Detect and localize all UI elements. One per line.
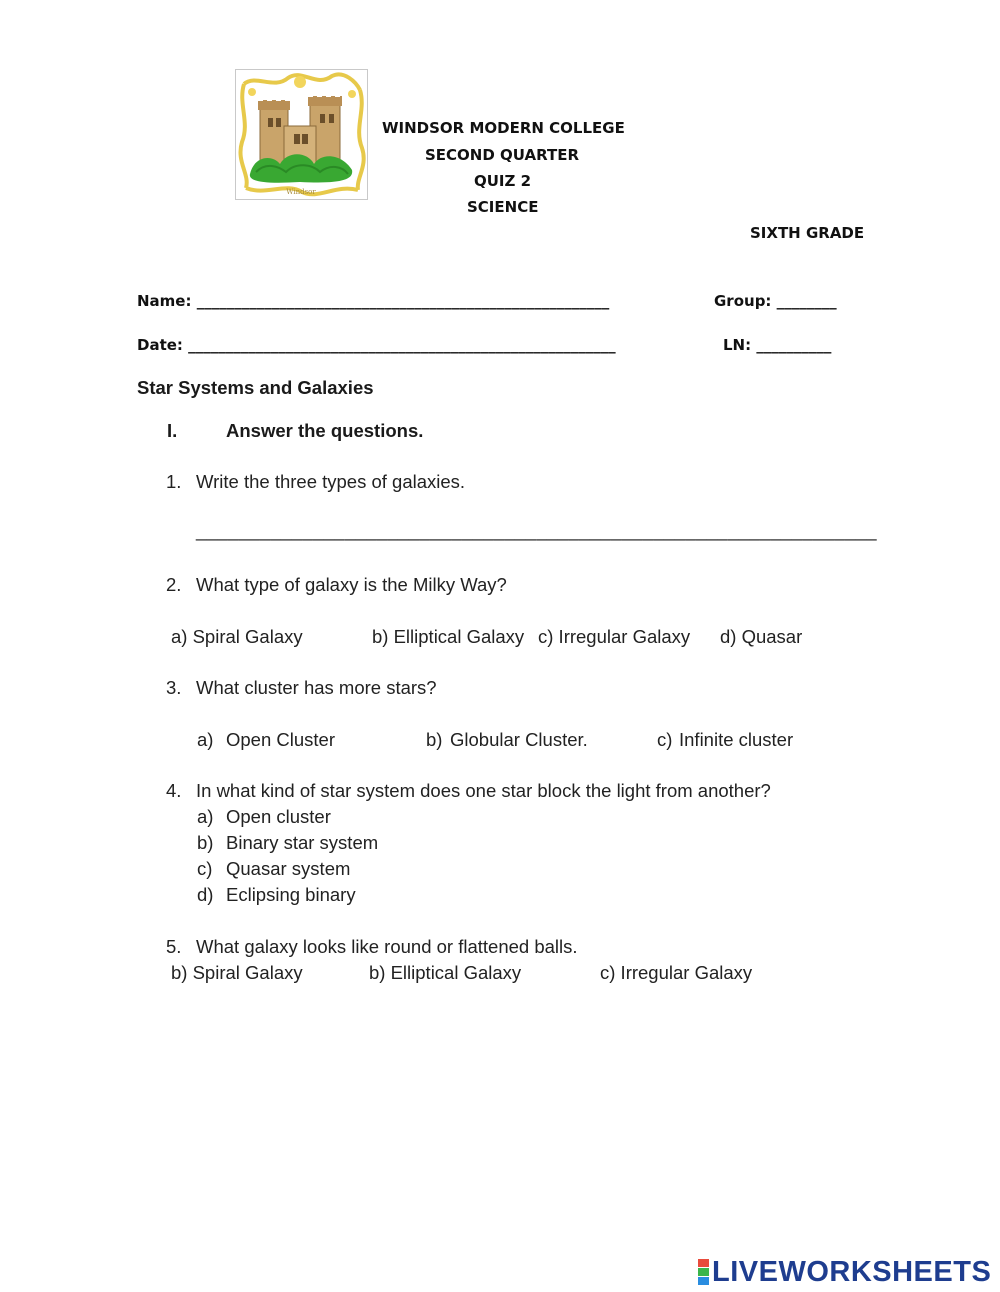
q4-option-c[interactable]: Quasar system [226, 858, 351, 879]
q3-option-c-letter: c) [657, 729, 673, 750]
answer-line[interactable]: ________________________________________________________________ [196, 520, 877, 541]
question-1-number: 1. [166, 471, 182, 492]
svg-text:Windsor: Windsor [286, 188, 316, 196]
quiz-title: QUIZ 2 [474, 172, 532, 190]
liveworksheets-logo [698, 1252, 991, 1292]
question-4-text: In what kind of star system does one star block the light from another? [196, 780, 771, 801]
q2-option-b[interactable]: b) Elliptical Galaxy [372, 626, 525, 647]
question-5-number: 5. [166, 936, 182, 957]
question-3-number: 3. [166, 677, 182, 698]
question-5-text: What galaxy looks like round or flattened balls. [196, 936, 578, 957]
question-4-number: 4. [166, 780, 182, 801]
q4-option-c-letter: c) [197, 858, 213, 879]
school-name: WINDSOR MODERN COLLEGE [382, 119, 625, 137]
q5-option-c[interactable]: c) Irregular Galaxy [600, 962, 753, 983]
subject-title: SCIENCE [467, 198, 539, 216]
topic-heading: Star Systems and Galaxies [137, 377, 374, 398]
q5-option-a[interactable]: b) Spiral Galaxy [171, 962, 303, 983]
q2-option-c[interactable]: c) Irregular Galaxy [538, 626, 691, 647]
question-2-number: 2. [166, 574, 182, 595]
brand-blocks-icon [698, 1259, 709, 1285]
q4-option-a[interactable]: Open cluster [226, 806, 331, 827]
q2-option-d[interactable]: d) Quasar [720, 626, 803, 647]
q2-option-a[interactable]: a) Spiral Galaxy [171, 626, 303, 647]
grade-label: SIXTH GRADE [750, 224, 865, 242]
q4-option-a-letter: a) [197, 806, 214, 827]
q5-option-b[interactable]: b) Elliptical Galaxy [369, 962, 522, 983]
castle-logo-icon [236, 70, 367, 199]
q3-option-a[interactable]: Open Cluster [226, 729, 335, 750]
q4-option-b-letter: b) [197, 832, 214, 853]
q4-option-b[interactable]: Binary star system [226, 832, 379, 853]
brand-block-3 [698, 1277, 709, 1285]
question-3-text: What cluster has more stars? [196, 677, 437, 698]
q3-option-c[interactable]: Infinite cluster [679, 729, 794, 750]
question-2-text: What type of galaxy is the Milky Way? [196, 574, 507, 595]
question-1-text: Write the three types of galaxies. [196, 471, 466, 492]
ln-field[interactable]: LN: __________ [723, 336, 832, 354]
name-field[interactable]: Name: _______________________________________________________ [137, 292, 610, 310]
group-field[interactable]: Group: ________ [714, 292, 837, 310]
quarter-title: SECOND QUARTER [425, 146, 580, 164]
school-logo [235, 69, 368, 200]
brand-block-1 [698, 1259, 709, 1267]
q3-option-b-letter: b) [426, 729, 443, 750]
date-field[interactable]: Date: _________________________________________________________ [137, 336, 616, 354]
q3-option-b[interactable]: Globular Cluster. [450, 729, 588, 750]
brand-block-2 [698, 1268, 709, 1276]
brand-text: LIVEWORKSHEETS [712, 1255, 992, 1288]
section-title: Answer the questions. [226, 420, 424, 441]
q4-option-d-letter: d) [197, 884, 214, 905]
q4-option-d[interactable]: Eclipsing binary [226, 884, 356, 905]
section-number: I. [167, 420, 178, 441]
q3-option-a-letter: a) [197, 729, 214, 750]
